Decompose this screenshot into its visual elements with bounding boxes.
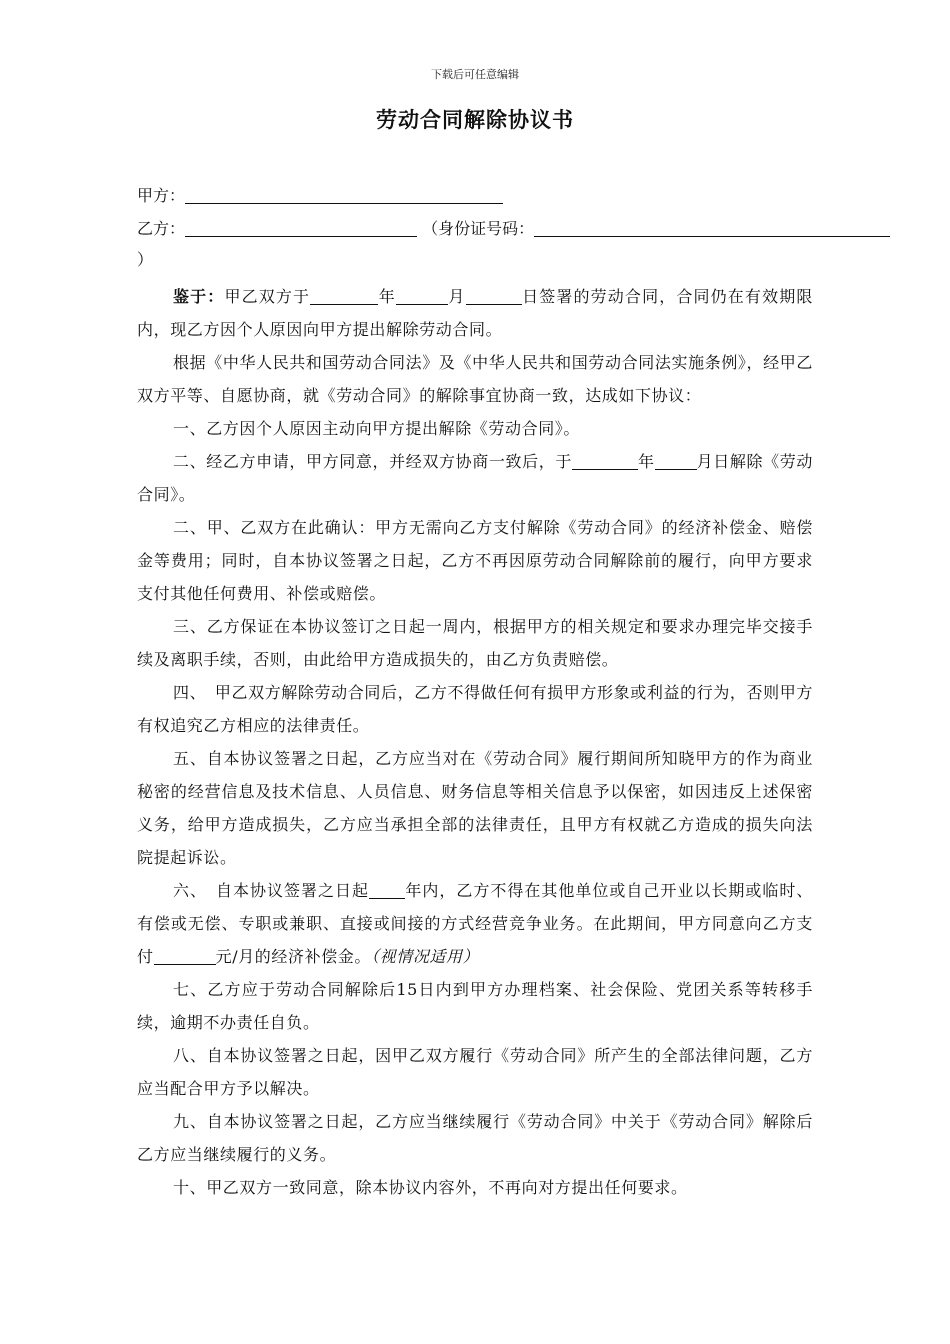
- id-number-blank[interactable]: [534, 218, 890, 237]
- clause-6-text-3: 元/月的经济补偿金。: [215, 947, 372, 966]
- party-b-close: ）: [137, 250, 154, 269]
- party-a-label: 甲方：: [137, 186, 186, 205]
- clause-7: 七、乙方应于劳动合同解除后15日内到甲方办理档案、社会保险、党团关系等转移手续，逾期不办责任自负。: [137, 980, 813, 1032]
- clause-3: 三、乙方保证在本协议签订之日起一周内，根据甲方的相关规定和要求办理完毕交接手续及离职手续，否则，由此给甲方造成损失的，由乙方负责赔偿。: [137, 617, 813, 669]
- agreement-body: [137, 280, 813, 1204]
- clause-5: 五、自本协议签署之日起，乙方应当对在《劳动合同》履行期间所知晓甲方的作为商业秘密的经营信息及技术信息、人员信息、财务信息等相关信息予以保密，如因违反上述保密义务，给甲方造成损失，乙方应当承担全部的法律责任，且甲方有权就乙方造成的损失向法院提起诉讼。: [137, 749, 813, 867]
- non-compete-years-blank[interactable]: [369, 880, 405, 899]
- header-note: 下载后可任意编辑: [431, 68, 519, 81]
- recital-text-2: 日签署的劳动合同，合同仍在有效期限内，现乙方因个人原因向甲方提出解除劳动合同。: [137, 287, 813, 339]
- clause-6-text-2: 年内，乙方不得在其他单位或自己开业以长期或临时、有偿或无偿、专职或兼职、直接或间接的方式经营竞争业务。在此期间，甲方同意向乙方支付: [137, 881, 813, 966]
- month-label: 月: [447, 287, 466, 306]
- party-b-label: 乙方：: [137, 219, 186, 238]
- clause-8: 八、自本协议签署之日起，因甲乙双方履行《劳动合同》所产生的全部法律问题，乙方应当配合甲方予以解决。: [137, 1046, 813, 1098]
- party-b-blank[interactable]: [185, 218, 417, 237]
- sign-month-blank[interactable]: [396, 286, 448, 305]
- clause-6-note: （视情况适用）: [371, 947, 480, 966]
- clause-4: 四、 甲乙双方解除劳动合同后，乙方不得做任何有损甲方形象或利益的行为，否则甲方有权追究乙方相应的法律责任。: [137, 683, 813, 735]
- party-a-line: [137, 185, 503, 207]
- clause-6: [137, 874, 813, 973]
- clause-2b: 二、甲、乙双方在此确认：甲方无需向乙方支付解除《劳动合同》的经济补偿金、赔偿金等费用；同时，自本协议签署之日起，乙方不再因原劳动合同解除前的履行，向甲方要求支付其他任何费用、补偿或赔偿。: [137, 518, 813, 603]
- id-number-label: （身份证号码：: [422, 219, 535, 238]
- termination-year-blank[interactable]: [572, 451, 638, 470]
- sign-day-blank[interactable]: [466, 286, 522, 305]
- clause-2-month-label: 月: [696, 452, 714, 471]
- clause-2-text-2: 日解除《劳动合同》。: [137, 452, 813, 504]
- page-title: 劳动合同解除协议书: [376, 107, 574, 132]
- year-label: 年: [378, 287, 396, 306]
- termination-month-blank[interactable]: [655, 451, 697, 470]
- clause-9: 九、自本协议签署之日起，乙方应当继续履行《劳动合同》中关于《劳动合同》解除后乙方应当继续履行的义务。: [137, 1112, 813, 1164]
- basis-paragraph: 根据《中华人民共和国劳动合同法》及《中华人民共和国劳动合同法实施条例》，经甲乙双方平等、自愿协商，就《劳动合同》的解除事宜协商一致，达成如下协议：: [137, 353, 813, 405]
- recital-text-1: 甲乙双方于: [224, 287, 311, 306]
- recital-paragraph: [137, 280, 813, 346]
- clause-10: 十、甲乙双方一致同意，除本协议内容外，不再向对方提出任何要求。: [173, 1178, 688, 1197]
- sign-year-blank[interactable]: [310, 286, 378, 305]
- clause-2-text-1: 二、经乙方申请，甲方同意，并经双方协商一致后，于: [173, 452, 572, 471]
- party-b-line: [137, 218, 890, 240]
- party-a-blank[interactable]: [185, 185, 503, 204]
- compensation-amount-blank[interactable]: [154, 946, 216, 965]
- clause-6-text-1: 六、 自本协议签署之日起: [173, 881, 369, 900]
- clause-2-year-label: 年: [637, 452, 655, 471]
- clause-1: 一、乙方因个人原因主动向甲方提出解除《劳动合同》。: [173, 419, 581, 438]
- clause-2: [137, 445, 813, 511]
- recital-lead: 鉴于：: [173, 287, 225, 306]
